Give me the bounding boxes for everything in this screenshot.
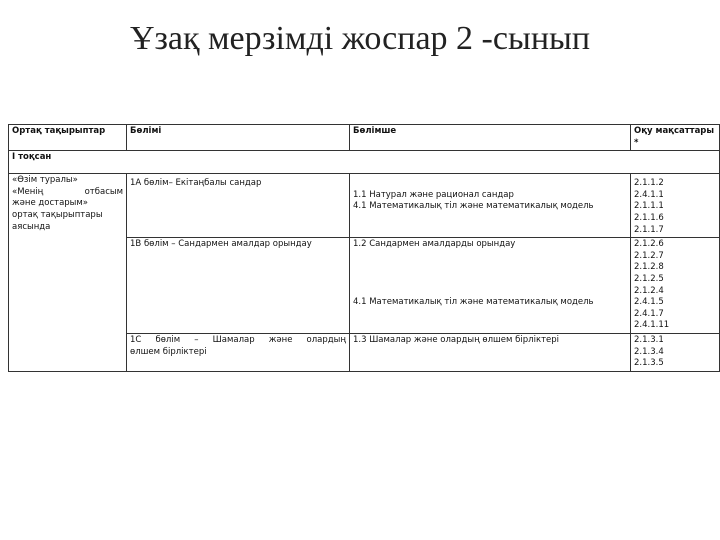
subsection-item: 1.2 Сандармен амалдарды орындау xyxy=(353,239,516,250)
objective-code: 2.4.1.11 xyxy=(634,320,670,331)
objective-code: 2.1.2.5 xyxy=(634,273,664,284)
subsection-item: 1.3 Шамалар және олардың өлшем бірліктері xyxy=(353,334,560,345)
subsection-item: 1.1 Натурал және рационал сандар xyxy=(353,189,514,200)
long-term-plan-table xyxy=(8,124,720,372)
subsection-cell xyxy=(350,238,631,334)
section-cell xyxy=(127,333,350,371)
objective-code: 2.1.2.7 xyxy=(634,250,664,261)
header-learning-objectives: Оқу мақсаттары * xyxy=(631,125,720,151)
slide-title: Ұзақ мерзімді жоспар 2 -сынып xyxy=(129,20,591,57)
objective-code: 2.1.1.7 xyxy=(634,224,664,235)
header-section: Бөлімі xyxy=(127,125,350,151)
subsection-item: 4.1 Математикалық тіл және математикалық модель xyxy=(353,201,594,212)
objective-code: 2.1.3.1 xyxy=(634,334,664,345)
objective-code: 2.1.1.2 xyxy=(634,178,664,189)
subsection-item: 4.1 Математикалық тіл және математикалық модель xyxy=(353,297,594,308)
section-cell xyxy=(127,238,350,334)
section-name: өлшем бірліктері xyxy=(130,346,207,357)
theme-line: аясында xyxy=(12,221,51,232)
objective-code: 2.1.3.5 xyxy=(634,358,664,369)
objective-code: 2.1.1.6 xyxy=(634,212,664,223)
objectives-cell xyxy=(631,174,720,238)
header-common-themes: Ортақ тақырыптар xyxy=(9,125,127,151)
objective-code: 2.1.2.6 xyxy=(634,239,664,250)
objective-code: 2.4.1.1 xyxy=(634,189,664,200)
theme-line: «Менің отбасым xyxy=(12,186,123,197)
header-subsection: Бөлімше xyxy=(350,125,631,151)
theme-line: ортақ тақырыптары xyxy=(12,209,103,220)
table-row xyxy=(9,174,720,238)
section-name: 1А бөлім– Екітаңбалы сандар xyxy=(130,178,262,189)
subsection-cell xyxy=(350,333,631,371)
section-cell xyxy=(127,174,350,238)
theme-line: «Өзім туралы» xyxy=(12,175,78,186)
theme-line: және достарым» xyxy=(12,198,89,209)
table-header-row xyxy=(9,125,720,151)
objective-code: 2.1.2.8 xyxy=(634,262,664,273)
section-name: 1В бөлім – Сандармен амалдар орындау xyxy=(130,239,312,250)
quarter-row xyxy=(9,151,720,174)
objective-code: 2.1.2.4 xyxy=(634,285,664,296)
quarter-label: І тоқсан xyxy=(9,151,720,174)
objectives-cell xyxy=(631,333,720,371)
section-name: 1С бөлім – Шамалар және олардың xyxy=(130,334,346,345)
objective-code: 2.4.1.5 xyxy=(634,297,664,308)
objective-code: 2.1.3.4 xyxy=(634,346,664,357)
objectives-cell xyxy=(631,238,720,334)
objective-code: 2.4.1.7 xyxy=(634,308,664,319)
objective-code: 2.1.1.1 xyxy=(634,201,664,212)
subsection-cell xyxy=(350,174,631,238)
common-theme-cell xyxy=(9,174,127,372)
